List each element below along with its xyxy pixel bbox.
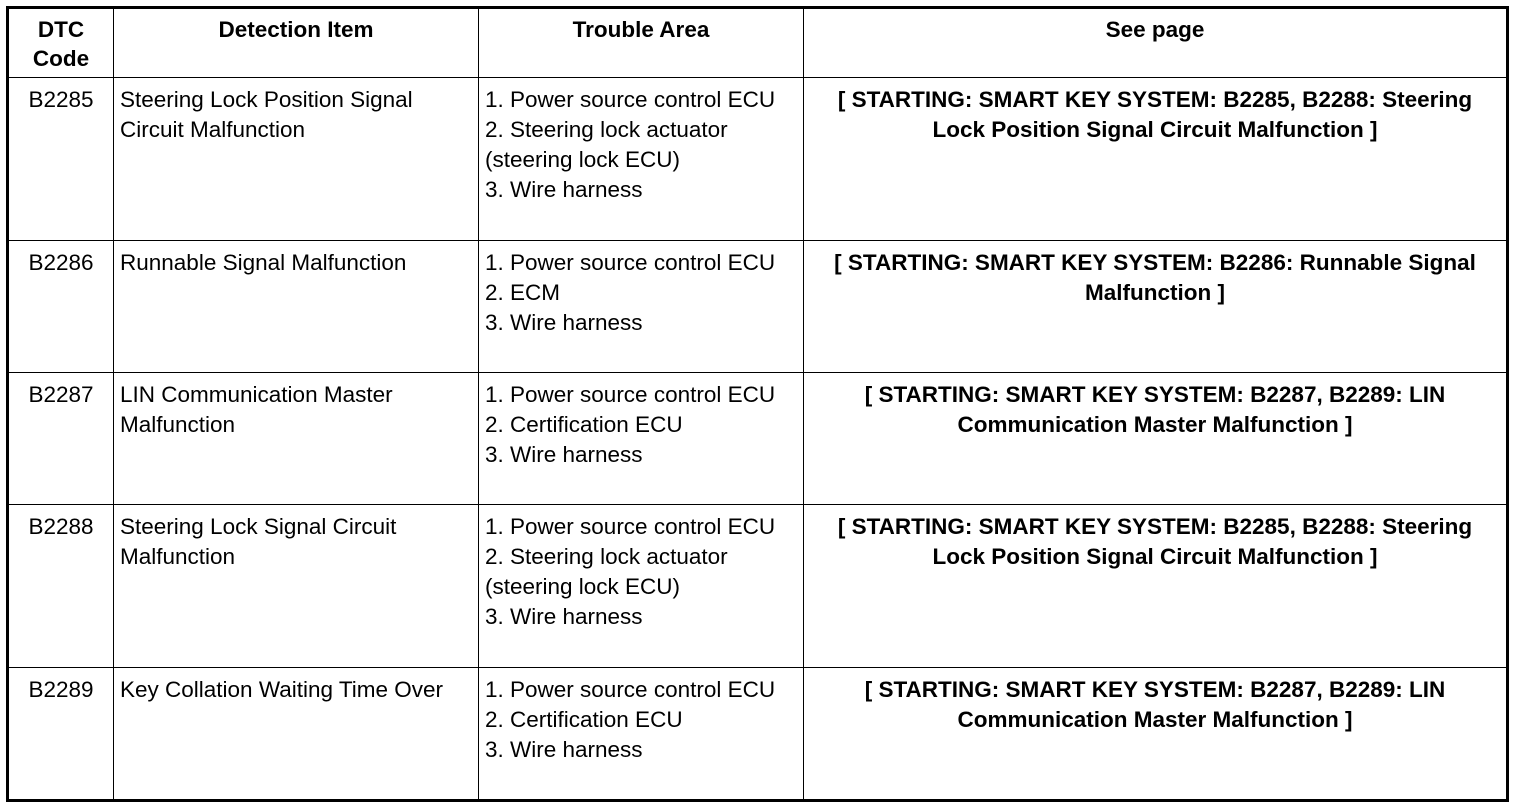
detection-item-cell: Steering Lock Position Signal Circuit Malfunction bbox=[114, 78, 479, 241]
trouble-area-line: 3. Wire harness bbox=[485, 604, 643, 629]
table-row bbox=[8, 373, 1508, 505]
header-dtc-code: DTC Code bbox=[8, 8, 114, 78]
trouble-area-line: 2. Steering lock actuator (steering lock ECU) bbox=[485, 544, 728, 599]
header-trouble-area: Trouble Area bbox=[479, 8, 804, 78]
trouble-area-line: 1. Power source control ECU bbox=[485, 677, 776, 702]
dtc-table bbox=[6, 6, 1509, 802]
detection-item-cell: Key Collation Waiting Time Over bbox=[114, 668, 479, 801]
trouble-area-line: 2. Certification ECU bbox=[485, 412, 683, 437]
table-row bbox=[8, 78, 1508, 241]
trouble-area-line: 2. Steering lock actuator (steering lock ECU) bbox=[485, 117, 728, 172]
table-row bbox=[8, 241, 1508, 373]
dtc-code-cell: B2285 bbox=[8, 78, 114, 241]
see-page-link[interactable]: [ STARTING: SMART KEY SYSTEM: B2287, B2289: LIN Communication Master Malfunction ] bbox=[804, 373, 1508, 505]
table-body bbox=[8, 78, 1508, 801]
see-page-link[interactable]: [ STARTING: SMART KEY SYSTEM: B2286: Runnable Signal Malfunction ] bbox=[804, 241, 1508, 373]
dtc-code-cell: B2286 bbox=[8, 241, 114, 373]
trouble-area-line: 1. Power source control ECU bbox=[485, 382, 776, 407]
trouble-area-line: 3. Wire harness bbox=[485, 310, 643, 335]
trouble-area-line: 2. Certification ECU bbox=[485, 707, 683, 732]
see-page-link[interactable]: [ STARTING: SMART KEY SYSTEM: B2285, B2288: Steering Lock Position Signal Circuit Malfunction ] bbox=[804, 78, 1508, 241]
see-page-link[interactable]: [ STARTING: SMART KEY SYSTEM: B2285, B2288: Steering Lock Position Signal Circuit Malfunction ] bbox=[804, 505, 1508, 668]
dtc-code-cell: B2289 bbox=[8, 668, 114, 801]
detection-item-cell: Runnable Signal Malfunction bbox=[114, 241, 479, 373]
trouble-area-cell bbox=[479, 668, 804, 801]
header-detection-item: Detection Item bbox=[114, 8, 479, 78]
dtc-code-cell: B2288 bbox=[8, 505, 114, 668]
trouble-area-cell bbox=[479, 241, 804, 373]
trouble-area-cell bbox=[479, 505, 804, 668]
trouble-area-line: 2. ECM bbox=[485, 280, 561, 305]
trouble-area-cell bbox=[479, 373, 804, 505]
detection-item-cell: LIN Communication Master Malfunction bbox=[114, 373, 479, 505]
trouble-area-line: 3. Wire harness bbox=[485, 737, 643, 762]
trouble-area-line: 3. Wire harness bbox=[485, 442, 643, 467]
header-see-page: See page bbox=[804, 8, 1508, 78]
see-page-link[interactable]: [ STARTING: SMART KEY SYSTEM: B2287, B2289: LIN Communication Master Malfunction ] bbox=[804, 668, 1508, 801]
table-row bbox=[8, 505, 1508, 668]
table-header bbox=[8, 8, 1508, 78]
trouble-area-line: 1. Power source control ECU bbox=[485, 514, 776, 539]
trouble-area-line: 3. Wire harness bbox=[485, 177, 643, 202]
detection-item-cell: Steering Lock Signal Circuit Malfunction bbox=[114, 505, 479, 668]
trouble-area-cell bbox=[479, 78, 804, 241]
header-row bbox=[8, 8, 1508, 78]
table-row bbox=[8, 668, 1508, 801]
dtc-code-cell: B2287 bbox=[8, 373, 114, 505]
trouble-area-line: 1. Power source control ECU bbox=[485, 250, 776, 275]
trouble-area-line: 1. Power source control ECU bbox=[485, 87, 776, 112]
